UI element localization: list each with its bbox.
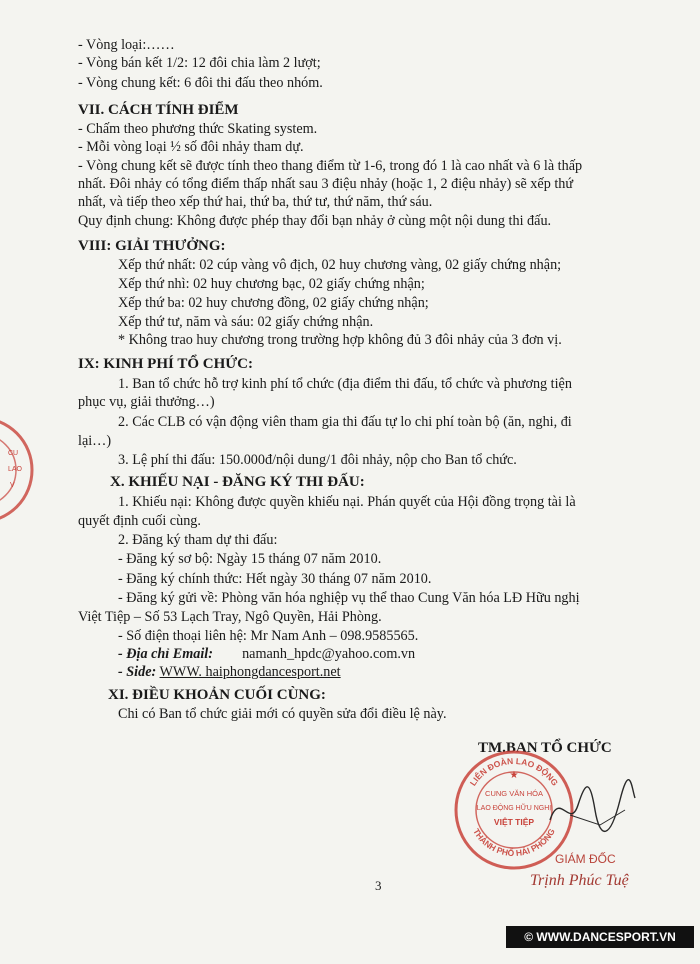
section-heading: IX: KINH PHÍ TỔ CHỨC: [78, 356, 254, 372]
page-number: 3 [375, 878, 382, 893]
signatory-role: GIÁM ĐỐC [555, 852, 616, 866]
left-edge-stamp [0, 415, 40, 525]
email-value[interactable]: namanh_hpdc@yahoo.com.vn [242, 646, 416, 662]
website-label: - Side: [118, 664, 157, 680]
svg-text:CU: CU [8, 450, 19, 457]
stamp-center-line: CUNG VĂN HÓA [485, 789, 543, 798]
section-heading: VIII: GIẢI THƯỞNG: [78, 238, 226, 254]
email-label: - Địa chỉ Email: [118, 646, 213, 662]
signature-title: TM.BAN TỔ CHỨC [478, 740, 612, 756]
text-line: - Vòng loại:…… [78, 37, 175, 53]
text-line: - Số điện thoại liên hệ: Mr Nam Anh – 098.9585565. [118, 628, 419, 644]
text-line: Chi có Ban tổ chức giải mới có quyền sửa đổi điều lệ này. [118, 706, 447, 722]
text-line: Xếp thứ nhất: 02 cúp vàng vô địch, 02 huy chương vàng, 02 giấy chứng nhận; [118, 257, 562, 273]
section-heading: XI. ĐIỀU KHOẢN CUỐI CÙNG: [108, 687, 326, 703]
text-line: nhất. Đôi nhảy có tổng điểm thấp nhất sau 3 điệu nhảy (hoặc 1, 2 điệu nhảy) sẽ xếp thứ [78, 176, 574, 192]
text-line: Xếp thứ nhì: 02 huy chương bạc, 02 giấy chứng nhận; [118, 276, 425, 292]
text-line: Quy định chung: Không được phép thay đổi bạn nhảy ở cùng một nội dung thi đấu. [78, 213, 552, 229]
text-line: nhất, và tiếp theo xếp thứ hai, thứ ba, thứ tư, thứ năm, thứ sáu. [78, 194, 433, 210]
text-line: - Vòng chung kết sẽ được tính theo thang điểm từ 1-6, trong đó 1 là cao nhất và 6 là thấp [78, 158, 583, 174]
text-line: 1. Khiếu nại: Không được quyền khiếu nại. Phán quyết của Hội đồng trọng tài là [118, 494, 576, 510]
stamp-center-line: VIỆT TIỆP [493, 817, 535, 827]
text-line: - Vòng chung kết: 6 đôi thi đấu theo nhóm. [78, 75, 323, 91]
stamp-top-text: LIÊN ĐOÀN LAO ĐỘNG [467, 755, 561, 788]
text-line: - Đăng ký chính thức: Hết ngày 30 tháng 07 năm 2010. [118, 571, 432, 587]
text-line: Việt Tiệp – Số 53 Lạch Tray, Ngô Quyền, Hải Phòng. [78, 609, 382, 625]
text-line: 3. Lệ phí thi đấu: 150.000đ/nội dung/1 đôi nhảy, nộp cho Ban tổ chức. [118, 452, 517, 468]
text-line: 1. Ban tổ chức hỗ trợ kinh phí tổ chức (địa điểm thi đấu, tổ chức và phương tiện [118, 376, 572, 392]
text-line: quyết định cuối cùng. [78, 513, 201, 529]
text-line: 2. Các CLB có vận động viên tham gia thi đấu tự lo chi phí toàn bộ (ăn, nghi, đi [118, 414, 572, 430]
text-line: - Chấm theo phương thức Skating system. [78, 121, 318, 137]
section-heading: X. KHIẾU NẠI - ĐĂNG KÝ THI ĐẤU: [110, 474, 365, 490]
text-line: * Không trao huy chương trong trường hợp không đủ 3 đôi nhảy của 3 đơn vị. [118, 332, 562, 348]
text-line: - Mỗi vòng loại ½ số đôi nhảy tham dự. [78, 139, 304, 155]
text-line: - Đăng ký gửi về: Phòng văn hóa nghiệp vụ thể thao Cung Văn hóa LĐ Hữu nghị [118, 590, 580, 606]
watermark-badge: © WWW.DANCESPORT.VN [506, 926, 694, 948]
text-line: Xếp thứ tư, năm và sáu: 02 giấy chứng nhận. [118, 314, 374, 330]
text-line: 2. Đăng ký tham dự thi đấu: [118, 532, 278, 548]
signature-scribble [540, 770, 640, 850]
text-line: phục vụ, giải thưởng…) [78, 394, 215, 410]
text-line: Xếp thứ ba: 02 huy chương đồng, 02 giấy chứng nhận; [118, 295, 429, 311]
text-line: lại…) [78, 433, 112, 449]
email-line [118, 645, 415, 663]
text-line: - Đăng ký sơ bộ: Ngày 15 tháng 07 năm 2010. [118, 551, 382, 567]
svg-text:V: V [10, 482, 15, 489]
stamp-center-line: LAO ĐỘNG HỮU NGHỊ [476, 805, 552, 812]
website-line [118, 663, 341, 681]
website-link[interactable]: WWW. haiphongdancesport.net [159, 664, 341, 680]
svg-text:★: ★ [509, 770, 519, 781]
svg-text:LAO: LAO [8, 466, 23, 473]
signatory-name: Trịnh Phúc Tuệ [530, 872, 629, 889]
stamp-bottom-text: THÀNH PHỐ HẢI PHÒNG [471, 826, 557, 859]
section-heading: VII. CÁCH TÍNH ĐIỂM [78, 102, 239, 118]
text-line: - Vòng bán kết 1/2: 12 đôi chia làm 2 lượt; [78, 55, 321, 71]
